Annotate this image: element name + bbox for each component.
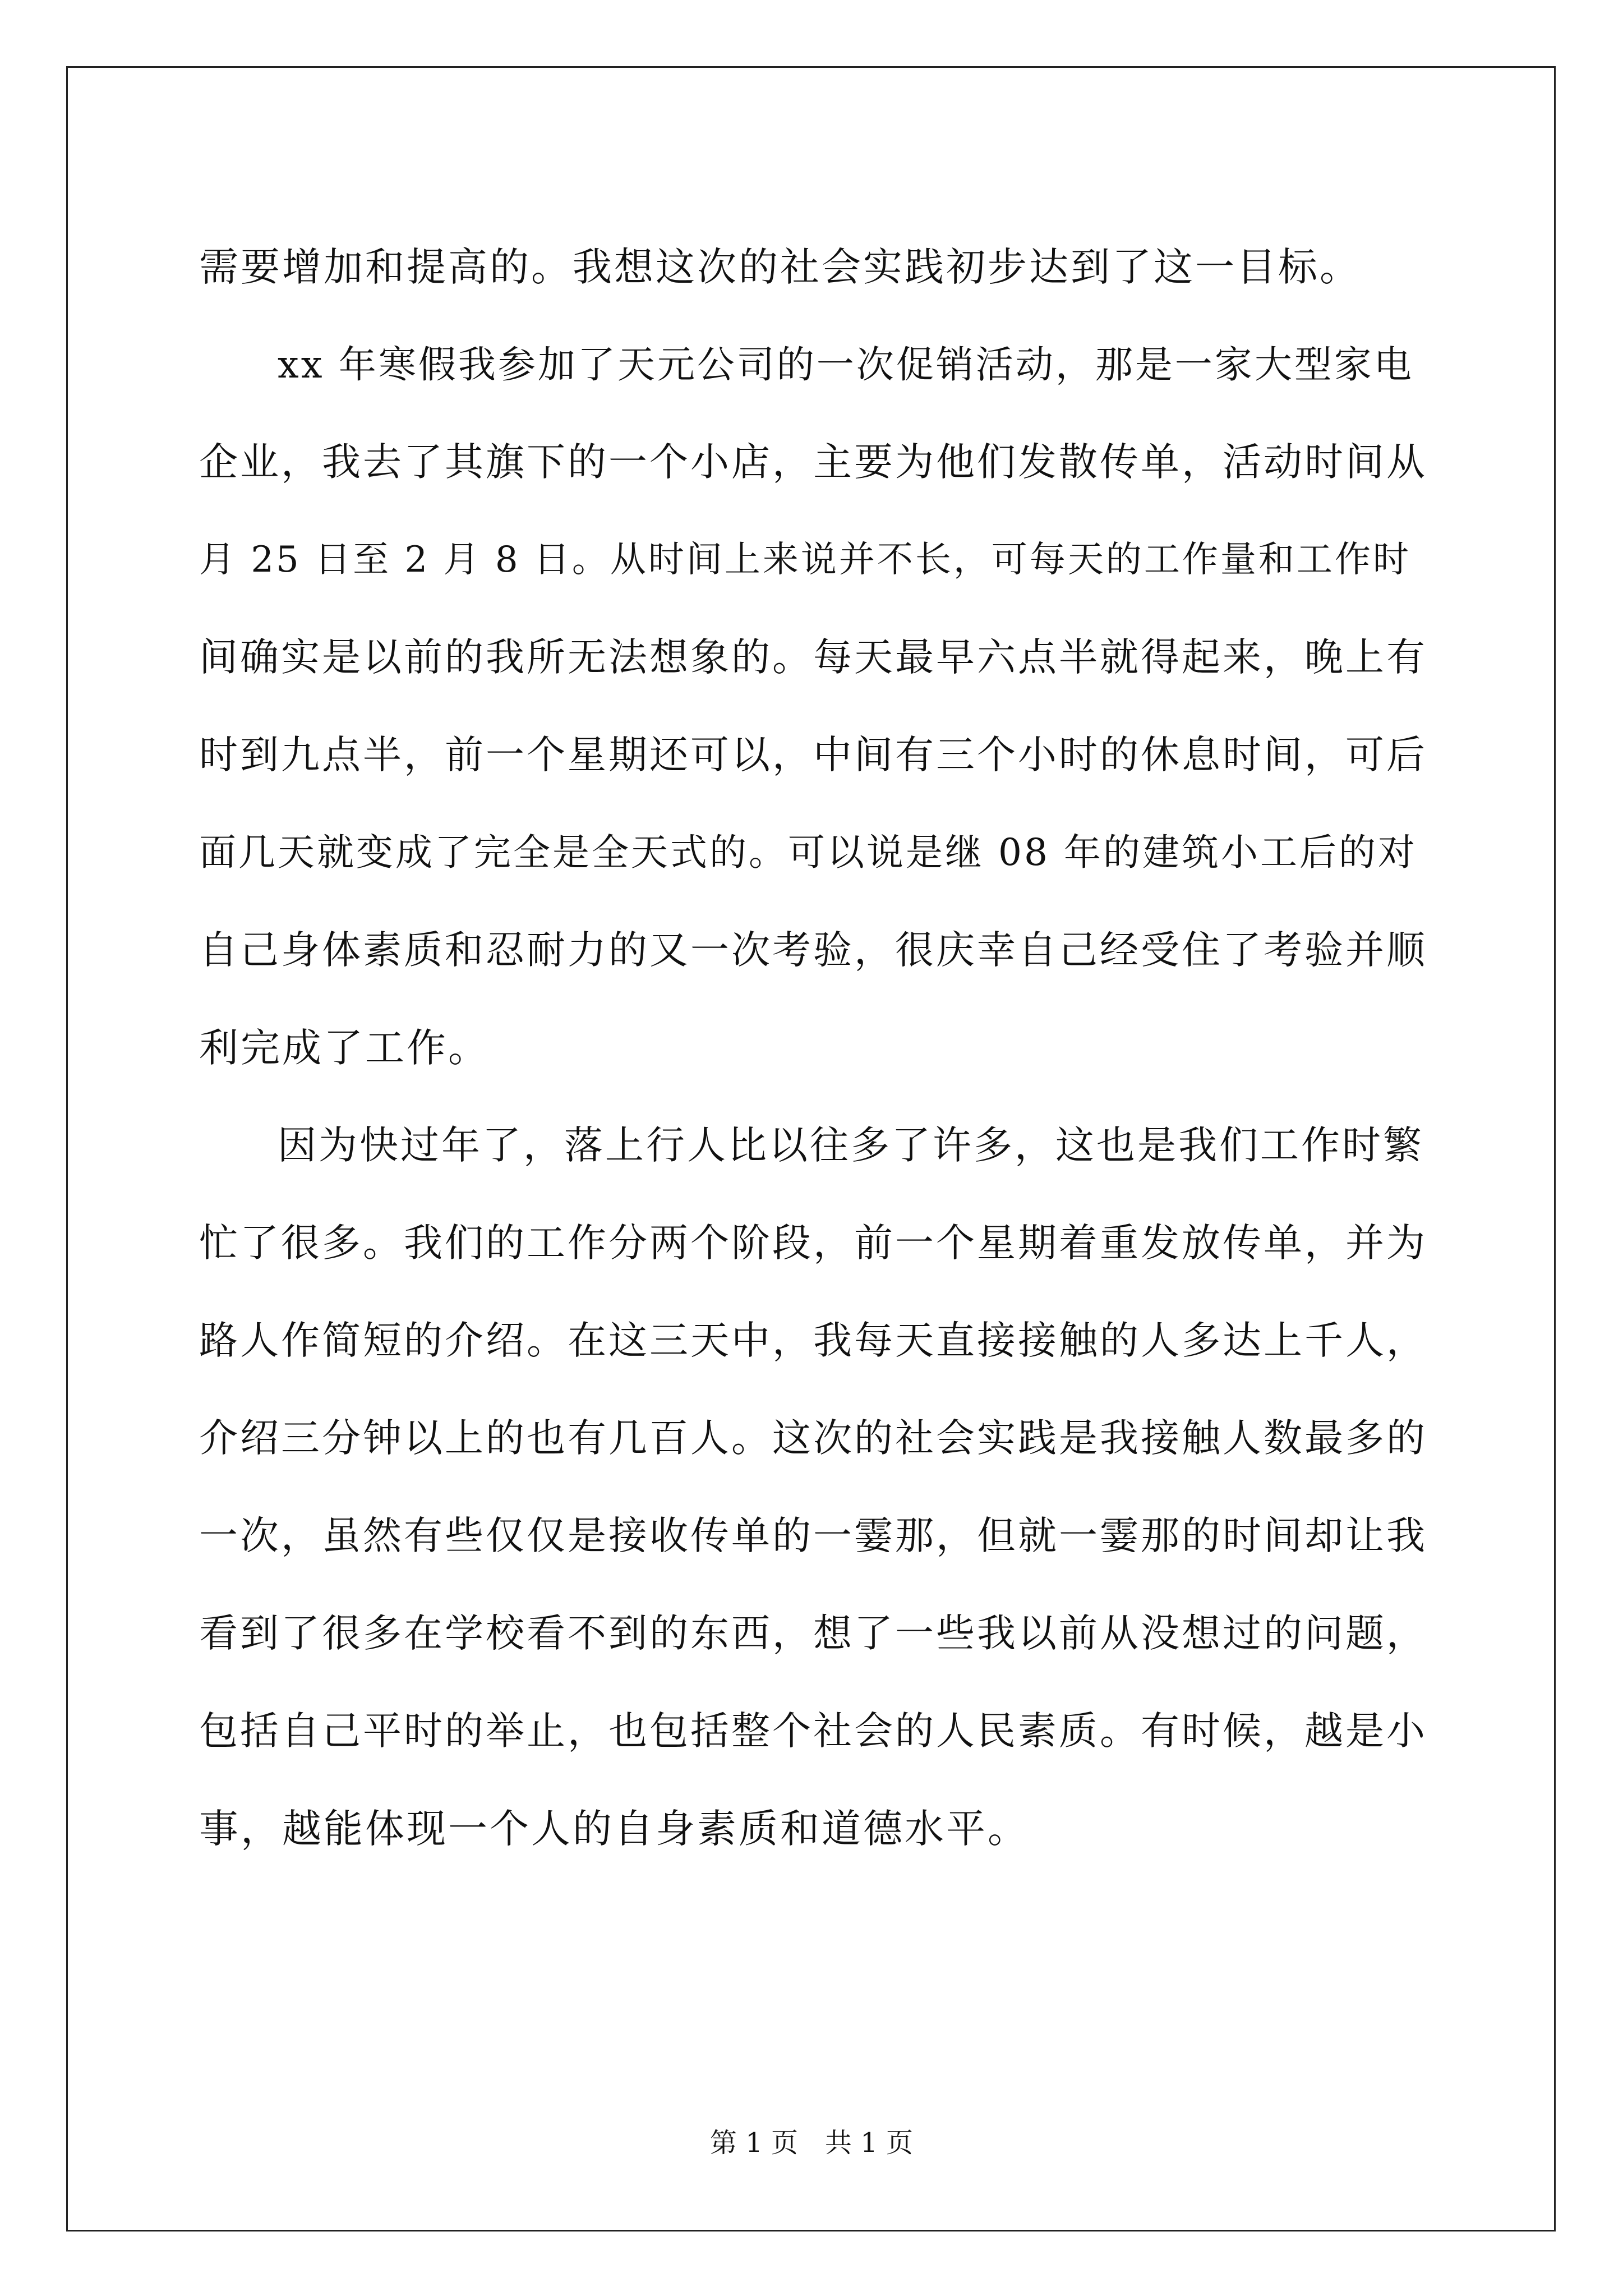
text-line: 面几天就变成了完全是全天式的。可以说是继 08 年的建筑小工后的对 — [199, 831, 1417, 874]
text-line: 利完成了工作。 — [199, 1025, 490, 1071]
text-line: 时到九点半，前一个星期还可以，中间有三个小时的休息时间，可后 — [199, 733, 1427, 777]
text-line: 一次，虽然有些仅仅是接收传单的一霎那，但就一霎那的时间却让我 — [199, 1513, 1427, 1558]
text-line: 介绍三分钟以上的也有几百人。这次的社会实践是我接触人数最多的 — [199, 1416, 1427, 1461]
page-number-footer: 第 1 页 共 1 页 — [709, 2127, 914, 2159]
document-body — [199, 218, 1427, 1878]
text-line: 看到了很多在学校看不到的东西，想了一些我以前从没想过的问题， — [199, 1611, 1427, 1656]
text-line: 包括自己平时的举止，也包括整个社会的人民素质。有时候，越是小 — [199, 1709, 1427, 1754]
text-line: 需要增加和提高的。我想这次的社会实践初步达到了这一目标。 — [199, 244, 1361, 290]
text-line: 企业，我去了其旗下的一个小店，主要为他们发散传单，活动时间从 — [199, 440, 1427, 485]
paragraph-first-line: xx 年寒假我参加了天元公司的一次促销活动，那是一家大型家电 — [278, 343, 1414, 386]
text-line: 自己身体素质和忍耐力的又一次考验，很庆幸自己经受住了考验并顺 — [199, 928, 1427, 973]
text-line: 忙了很多。我们的工作分两个阶段，前一个星期着重发放传单，并为 — [199, 1221, 1427, 1266]
text-line: 事，越能体现一个人的自身素质和道德水平。 — [199, 1806, 1029, 1852]
paragraph-first-line: 因为快过年了，落上行人比以往多了许多，这也是我们工作时繁 — [278, 1123, 1424, 1168]
text-line: 月 25 日至 2 月 8 日。从时间上来说并不长，可每天的工作量和工作时 — [199, 539, 1411, 581]
text-line: 路人作简短的介绍。在这三天中，我每天直接接触的人多达上千人， — [199, 1318, 1427, 1363]
text-line: 间确实是以前的我所无法想象的。每天最早六点半就得起来，晚上有 — [199, 635, 1427, 680]
